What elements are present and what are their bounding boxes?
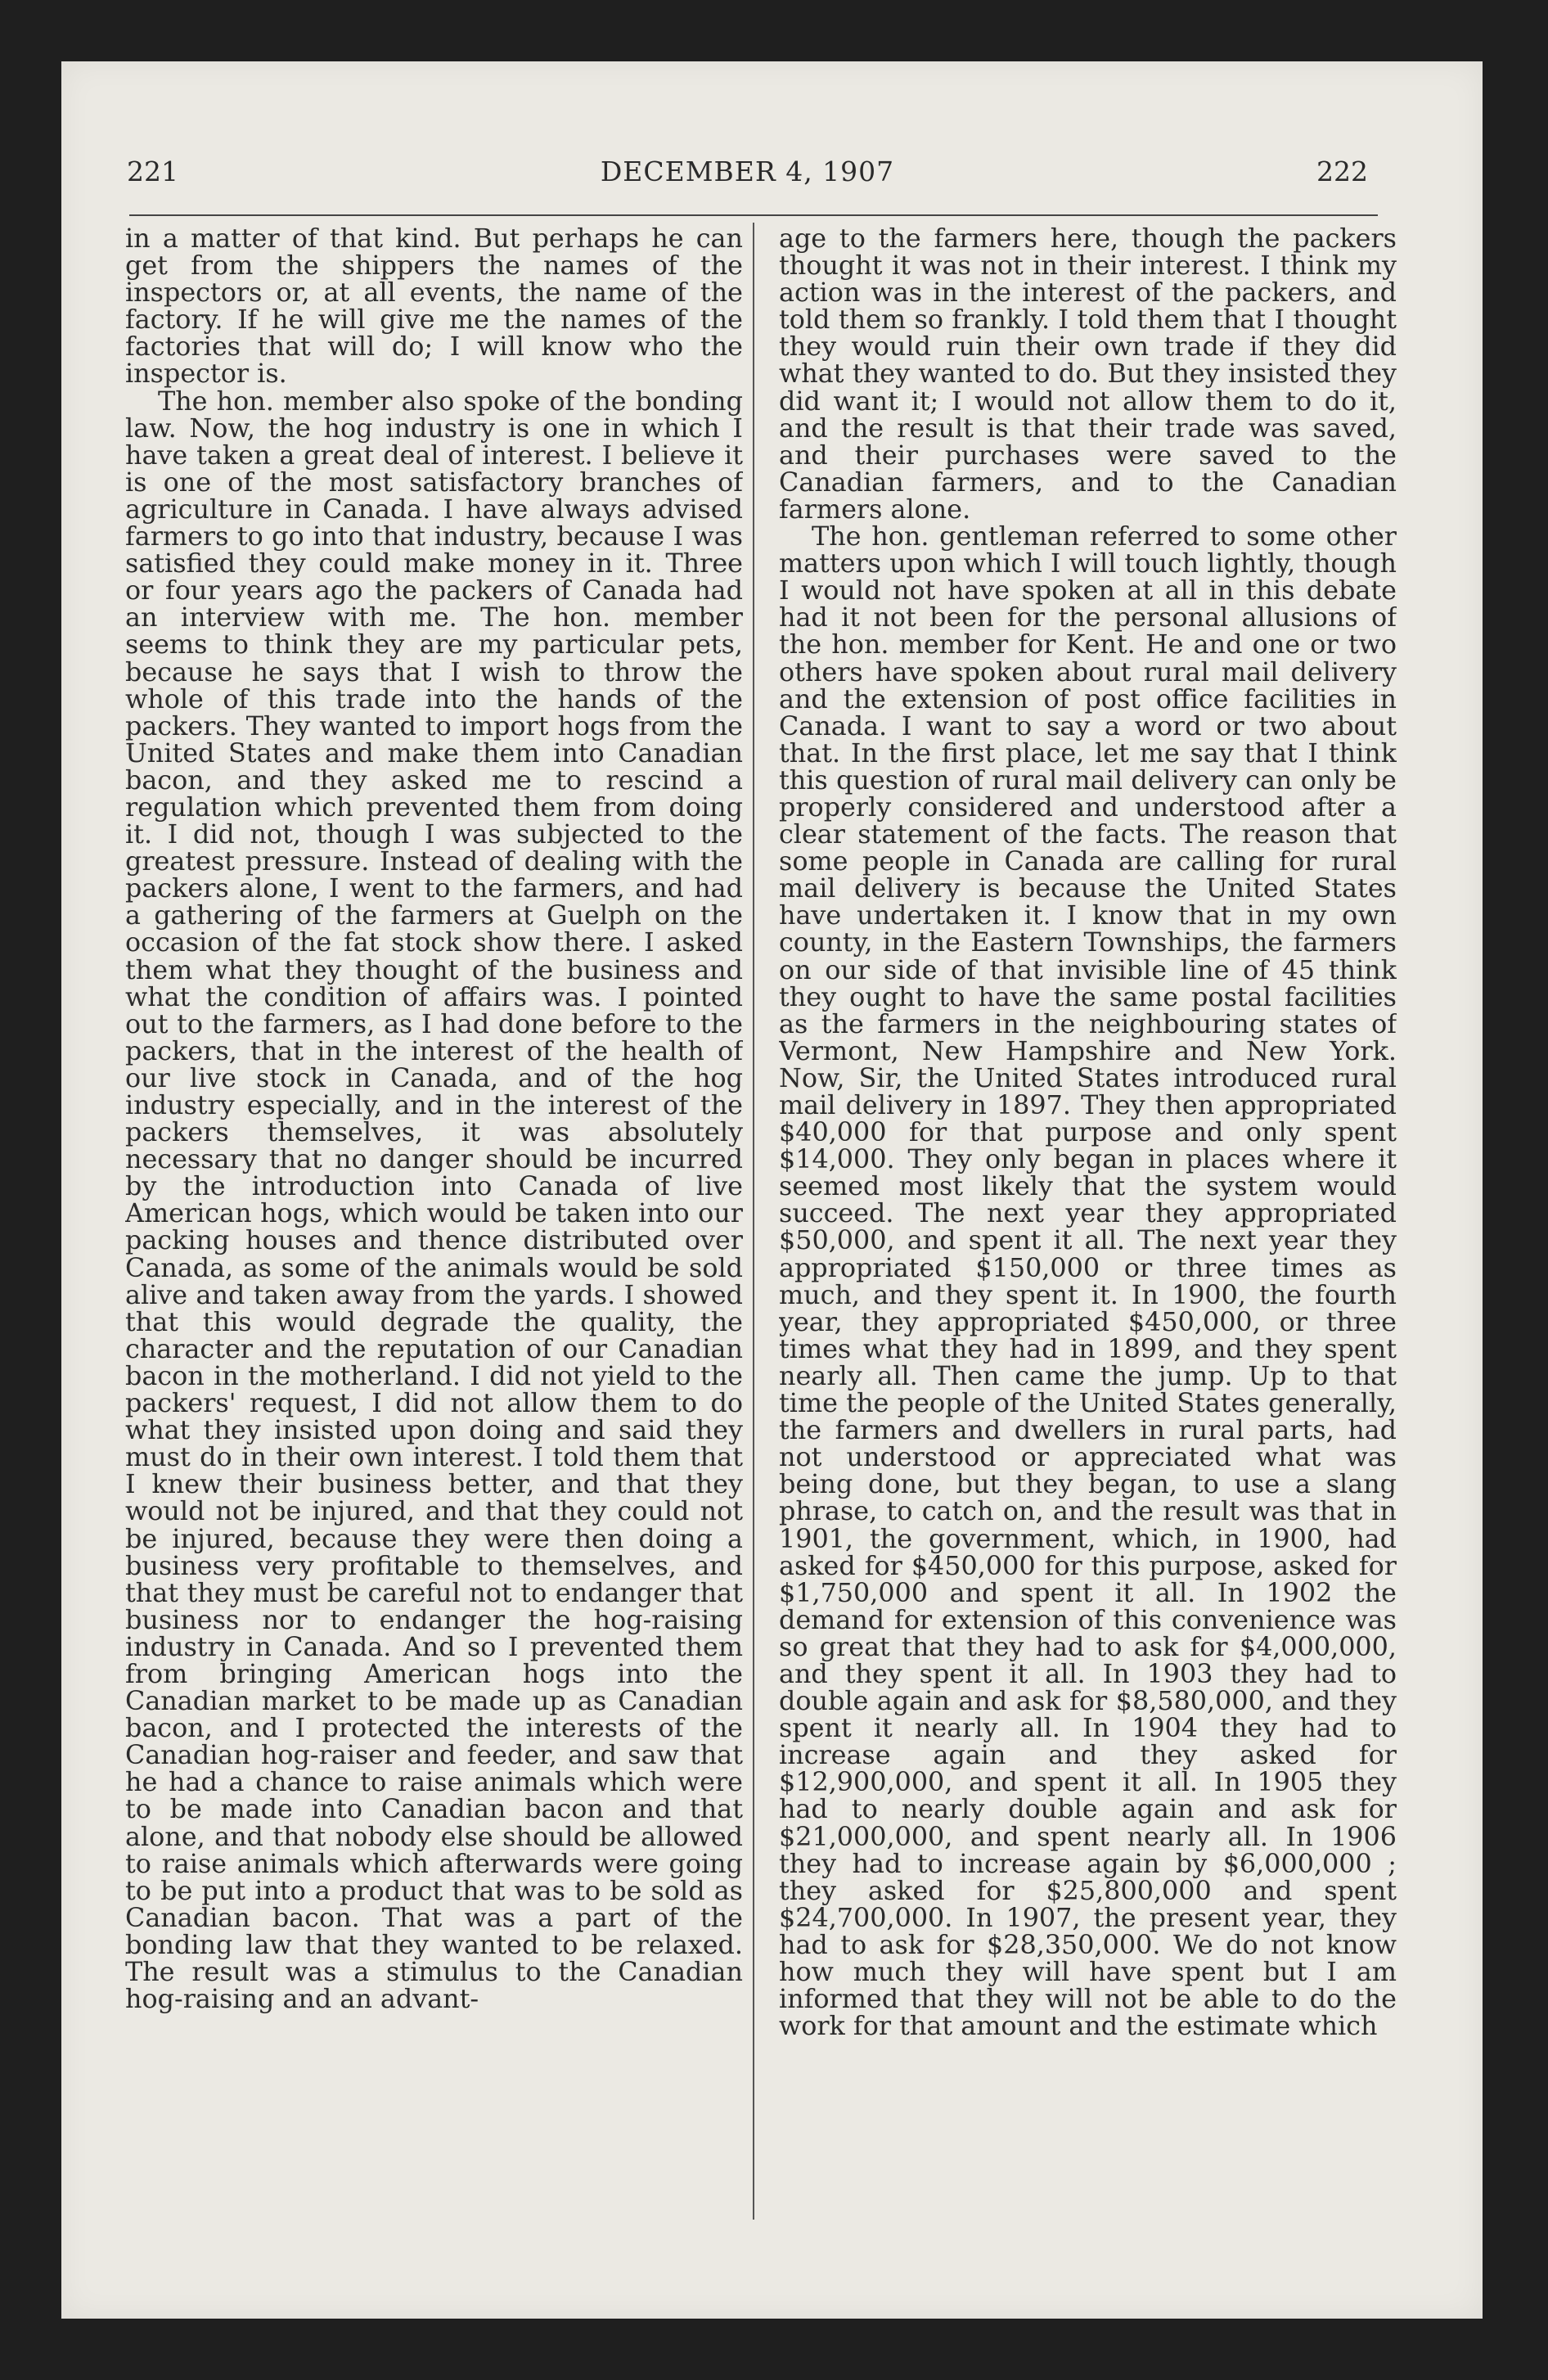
paragraph: The hon. member also spoke of the bonding law. Now, the hog industry is one in which I have taken a great deal of interest. I believe it is one of the most satisfactory branches of agriculture in Canada. I have always advised farmers to go into that industry, because I was satisfied they could make money in it. Three or four years ago the packers of Canada had an interview with me. The hon. member seems to think they are my particular pets, because he says that I wish to throw the whole of this trade into the hands of the packers. They wanted to import hogs from the United States and make them into Canadian bacon, and they asked me to rescind a regulation which prevented them from doing it. I did not, though I was subjected to the greatest pressure. Instead of dealing with the packers alone, I went to the farmers, and had a gathering of the farmers at Guelph on the occasion of the fat stock show there. I asked them what they thought of the business and what the condition of affairs was. I pointed out to the farmers, as I had done before to the packers, that in the interest of the health of our live stock in Canada, and of the hog industry especially, and in the interest of the packers themselves, it was absolutely necessary that no danger should be incurred by the introduction into Canada of live American hogs, which would be taken into our packing houses and thence distributed over Canada, as some of the animals would be sold alive and taken away from the yards. I showed that this would degrade the quality, the character and the reputation of our Canadian bacon in the motherland. I did not yield to the packers' request, I did not allow them to do what they insisted upon doing and said they must do in their own interest. I told them that I knew their business better, and that they would not be injured, and that they could not be injured, because they were then doing a business very profitable to themselves, and that they must be careful not to endanger that business nor to endanger the hog-raising industry in Canada. And so I prevented them from bringing American hogs into the Canadian market to be made up as Canadian bacon, and I protected the interests of the Canadian hog-raiser and feeder, and saw that he had a chance to raise animals which were to be made into Canadian bacon and that alone, and that nobody else should be allowed to raise animals which afterwards were going to be put into a product that was to be sold as Canadian bacon. That was a part of the bonding law that they wanted to be relaxed. The result was a stimulus to the Canadian hog-raising and an advant- (125, 385, 743, 2015)
header-date: DECEMBER 4, 1907 (600, 156, 895, 187)
page-number-left: 221 (127, 156, 178, 187)
header-rule (129, 214, 1378, 216)
column-divider (753, 223, 754, 2220)
page (61, 61, 1483, 2319)
page-header (127, 156, 1368, 205)
paragraph: in a matter of that kind. But perhaps he can get from the shippers the names of the inspectors or, at all events, the name of the factory. If he will give me the names of the factories that will do; I will know who the inspector is. (125, 225, 743, 390)
right-column (779, 225, 1397, 2173)
left-column (125, 225, 743, 2173)
paragraph: age to the farmers here, though the packers thought it was not in their interest. I think my action was in the interest of the packers, and told them so frankly. I told them that I thought they would ruin their own trade if they did what they wanted to do. But they insisted they did want it; I would not allow them to do it, and the result is that their trade was saved, and their purchases were saved to the Canadian farmers, and to the Canadian farmers alone. (779, 225, 1397, 525)
paragraph: The hon. gentleman referred to some other matters upon which I will touch lightly, though I would not have spoken at all in this debate had it not been for the personal allusions of the hon. member for Kent. He and one or two others have spoken about rural mail delivery and the extension of post office facilities in Canada. I want to say a word or two about that. In the first place, let me say that I think this question of rural mail delivery can only be properly considered and understood after a clear statement of the facts. The reason that some people in Canada are calling for rural mail delivery is because the United States have undertaken it. I know that in my own county, in the Eastern Townships, the farmers on our side of that invisible line of 45 think they ought to have the same postal facilities as the farmers in the neighbouring states of Vermont, New Hampshire and New York. Now, Sir, the United States introduced rural mail delivery in 1897. They then appropriated $40,000 for that purpose and only spent $14,000. They only began in places where it seemed most likely that the system would succeed. The next year they appropriated $50,000, and spent it all. The next year they appropriated $150,000 or three times as much, and they spent it. In 1900, the fourth year, they appropriated $450,000, or three times what they had in 1899, and they spent nearly all. Then came the jump. Up to that time the people of the United States generally, the farmers and dwellers in rural parts, had not understood or appreciated what was being done, but they began, to use a slang phrase, to catch on, and the result was that in 1901, the government, which, in 1900, had asked for $450,000 for this purpose, asked for $1,750,000 and spent it all. In 1902 the demand for extension of this convenience was so great that they had to ask for $4,000,000, and they spent it all. In 1903 they had to double again and ask for $8,580,000, and they spent it nearly all. In 1904 they had to increase again and they asked for $12,900,000, and spent it all. In 1905 they had to nearly double again and ask for $21,000,000, and spent nearly all. In 1906 they had to increase again by $6,000,000 ; they asked for $25,800,000 and spent $24,700,000. In 1907, the present year, they had to ask for $28,350,000. We do not know how much they will have spent but I am informed that they will not be able to do the work for that amount and the estimate which (779, 521, 1397, 2042)
page-number-right: 222 (1316, 156, 1368, 187)
